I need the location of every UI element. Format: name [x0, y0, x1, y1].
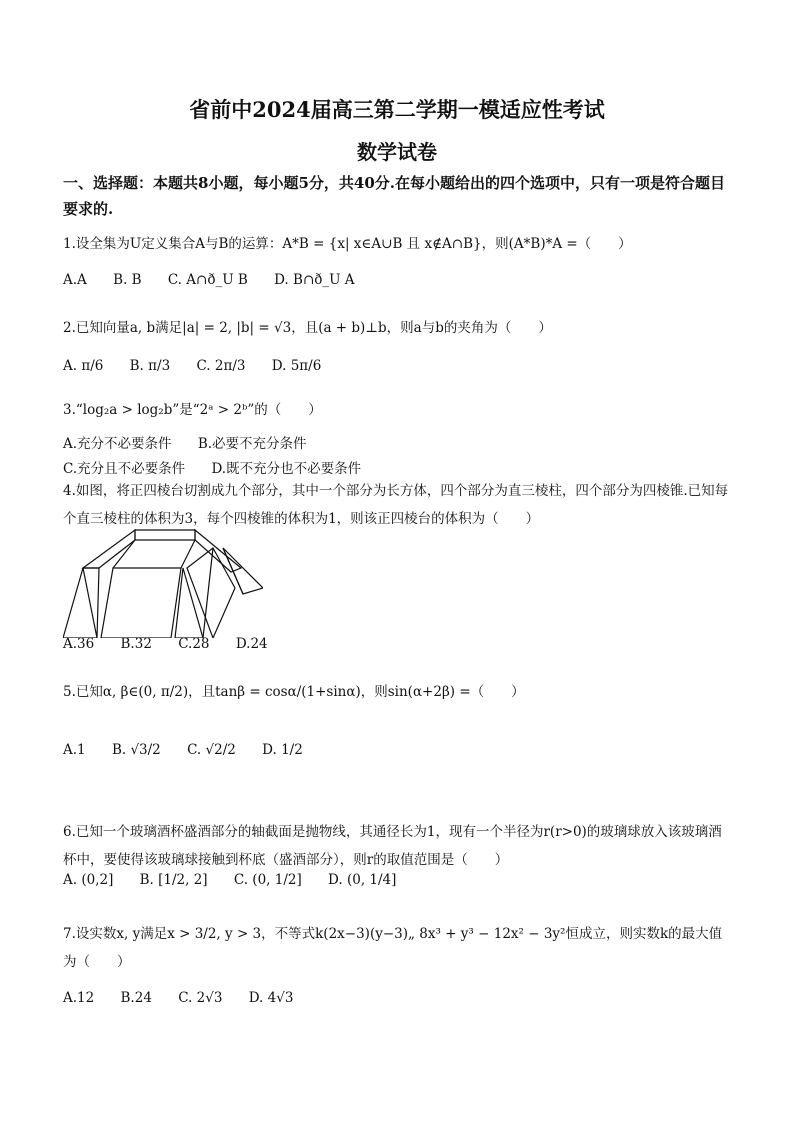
q3-option-a: A.充分不必要条件 — [63, 436, 172, 452]
exam-title: 省前中2024届高三第二学期一模适应性考试 — [189, 97, 605, 122]
q2-option-d: D. 5π/6 — [271, 358, 322, 374]
q6-option-b: B. [1/2, 2] — [139, 872, 208, 888]
q3-options-row1 — [63, 432, 329, 452]
q1-option-c: C. A∩ð_U B — [167, 272, 248, 288]
exam-subtitle: 数学试卷 — [357, 140, 437, 164]
q1-option-b: B. B — [113, 272, 142, 288]
q6-stem: 6.已知一个玻璃酒杯盛酒部分的轴截面是抛物线，其通径长为1，现有一个半径为r(r>0)的玻璃球放入该玻璃酒杯中，要使得该玻璃球接触到杯底（盛酒部分），则r的取值范围是（ ） — [63, 824, 722, 868]
q5-option-b: B. √3/2 — [111, 742, 161, 758]
q4-frustum-figure — [63, 528, 263, 638]
q4-option-c: C.28 — [178, 636, 210, 652]
q5-option-d: D. 1/2 — [262, 742, 303, 758]
q2-option-c: C. 2π/3 — [196, 358, 246, 374]
q1-stem: 1.设全集为U定义集合A与B的运算：A*B = {x| x∈A∪B 且 x∉A∩B}，则(A*B)*A =（ ） — [63, 236, 632, 252]
q6-option-a: A. (0,2] — [63, 872, 114, 888]
q7-option-a: A.12 — [63, 990, 95, 1006]
q4-options — [63, 636, 290, 652]
q6-options — [63, 872, 418, 888]
right-back-prism — [195, 530, 241, 572]
q7-stem: 7.设实数x, y满足x > 3/2, y > 3，不等式k(2x−3)(y−3)„ 8x³ + y³ − 12x² − 3y²恒成立，则实数k的最大值为（ ） — [63, 926, 723, 970]
q4-option-b: B.32 — [120, 636, 152, 652]
q2-option-b: B. π/3 — [129, 358, 171, 374]
q7-options — [63, 990, 315, 1006]
q3-option-d: D.既不充分也不必要条件 — [211, 461, 362, 477]
q2-stem: 2.已知向量a, b满足|a| = 2, |b| = √3，且(a + b)⊥b，则a与b的夹角为（ ） — [63, 320, 552, 336]
q3-stem: 3.“log₂a > log₂b”是“2ᵃ > 2ᵇ”的（ ） — [63, 402, 322, 418]
q5-option-c: C. √2/2 — [187, 742, 236, 758]
central-box-front — [101, 568, 181, 638]
q7-option-b: B.24 — [120, 990, 152, 1006]
q5-stem: 5.已知α, β∈(0, π/2)，且tanβ = cosα/(1+sinα)，则sin(α+2β) =（ ） — [63, 684, 525, 700]
q6-option-d: D. (0, 1/4] — [328, 872, 397, 888]
q3-option-c: C.充分且不必要条件 — [63, 461, 186, 477]
q5-option-a: A.1 — [63, 742, 86, 758]
q7-option-d: D. 4√3 — [248, 990, 294, 1006]
q4-option-a: A.36 — [63, 636, 95, 652]
q3-options-row2 — [63, 457, 383, 477]
q4-option-d: D.24 — [235, 636, 268, 652]
q4-stem: 4.如图，将正四棱台切割成九个部分，其中一个部分为长方体，四个部分为直三棱柱，四个部分为四棱锥.已知每个直三棱柱的体积为3，每个四棱锥的体积为1，则该正四棱台的体积为（ ） — [63, 483, 729, 527]
frustum-top-face — [135, 530, 195, 540]
q7-option-c: C. 2√3 — [178, 990, 223, 1006]
q2-option-a: A. π/6 — [63, 358, 104, 374]
q1-option-d: D. B∩ð_U A — [274, 272, 355, 288]
section-heading: 一、选择题：本题共8小题，每小题5分，共40分.在每小题给出的四个选项中，只有一项是符合题目要求的. — [63, 174, 725, 218]
q5-options — [63, 742, 325, 758]
q6-option-c: C. (0, 1/2] — [233, 872, 302, 888]
left-front-prism — [63, 568, 99, 638]
q2-options — [63, 358, 343, 374]
q1-options — [63, 272, 377, 288]
q1-option-a: A.A — [63, 272, 87, 288]
q3-option-b: B.必要不充分条件 — [197, 436, 307, 452]
